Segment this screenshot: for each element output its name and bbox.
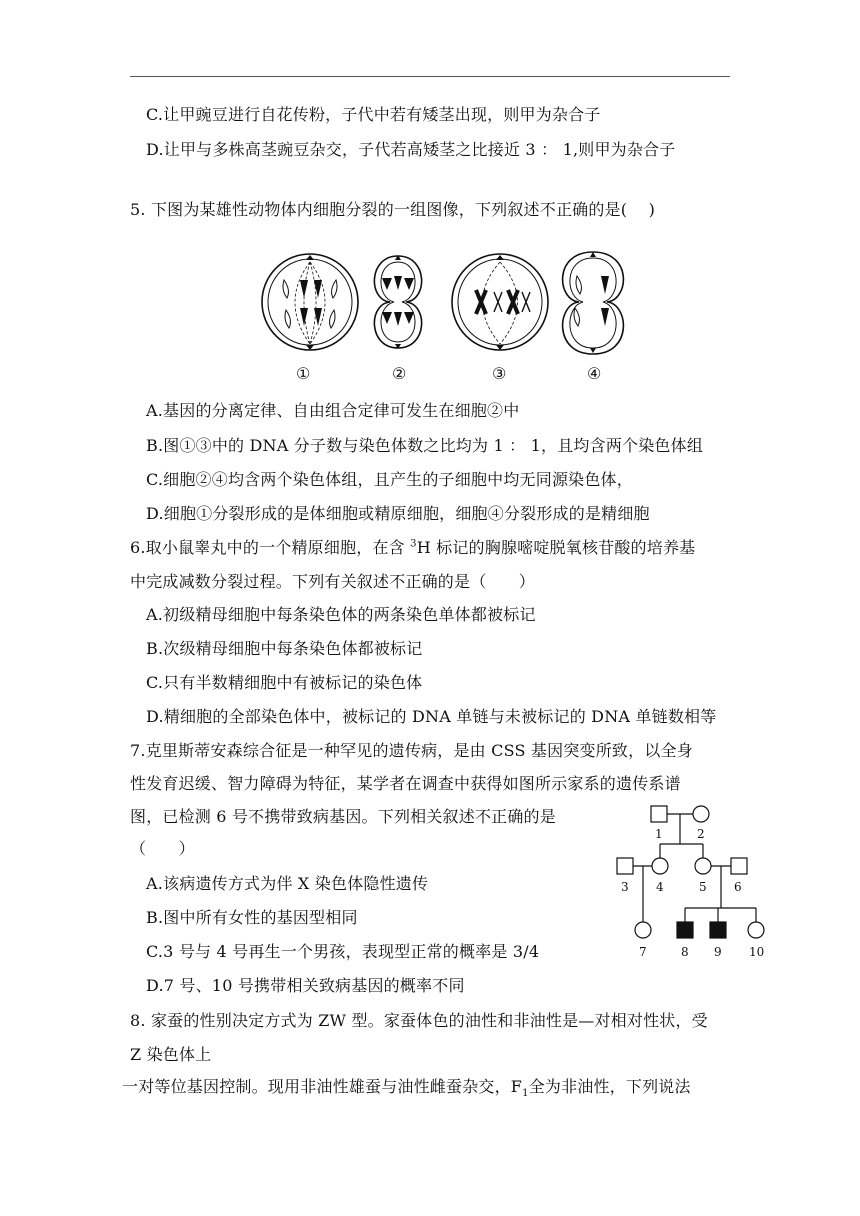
q6-option-b: B.次级精母细胞中每条染色体都被标记 [146, 639, 423, 658]
pedigree-svg [608, 800, 778, 960]
q7-option-a: A.该病遗传方式为伴 X 染色体隐性遗传 [146, 874, 429, 893]
cell-caption-3: ③ [492, 364, 507, 383]
q6-option-d: D.精细胞的全部染色体中，被标记的 DNA 单链与未被标记的 DNA 单链数相等 [146, 707, 717, 726]
q8-stem-line2: Z 染色体上 [130, 1045, 212, 1064]
cell-4 [563, 252, 624, 354]
q6-stem-line2: 中完成减数分裂过程。下列有关叙述不正确的是（ ） [130, 572, 536, 591]
q5-option-a: A.基因的分离定律、自由组合定律可发生在细胞②中 [146, 401, 520, 420]
q7-option-c: C.3 号与 4 号再生一个男孩，表现型正常的概率是 3/4 [146, 942, 540, 961]
pedigree-label-7: 7 [639, 945, 647, 959]
q5-option-b: B.图①③中的 DNA 分子数与染色体数之比均为 1 ： 1，且均含两个染色体组 [146, 436, 704, 455]
pedigree-chart [608, 800, 778, 960]
pedigree-label-8: 8 [681, 945, 689, 959]
pedigree-label-3: 3 [621, 880, 629, 894]
q7-option-b: B.图中所有女性的基因型相同 [146, 908, 358, 927]
pedigree-label-6: 6 [734, 880, 742, 894]
q4-option-c: C.让甲豌豆进行自花传粉，子代中若有矮茎出现，则甲为杂合子 [146, 105, 601, 124]
pedigree-label-4: 4 [656, 880, 664, 894]
pedigree-label-5: 5 [699, 880, 707, 894]
q7-stem-line1: 7.克里斯蒂安森综合征是一种罕见的遗传病，是由 CSS 基因突变所致，以全身 [130, 741, 693, 760]
q5-option-d: D.细胞①分裂形成的是体细胞或精原细胞，细胞④分裂形成的是精细胞 [146, 504, 650, 523]
q6-stem-line1: 6.取小鼠睾丸中的一个精原细胞，在含 $^3$H 标记的胸腺嘧啶脱氧核苷酸的培养基 [130, 538, 696, 557]
pedigree-label-9: 9 [714, 945, 722, 959]
q6-option-c: C.只有半数精细胞中有被标记的染色体 [146, 673, 423, 692]
q4-option-d: D.让甲与多株高茎豌豆杂交，子代若高矮茎之比接近 3 ： 1,则甲为杂合子 [146, 140, 676, 159]
q6-option-a: A.初级精母细胞中每条染色体的两条染色单体都被标记 [146, 605, 536, 624]
pedigree-label-10: 10 [749, 945, 765, 959]
cell-caption-4: ④ [587, 364, 602, 383]
header-rule [130, 76, 730, 77]
cell-caption-1: ① [296, 364, 311, 383]
cell-diagrams [250, 248, 640, 363]
pedigree-label-1: 1 [655, 827, 663, 841]
pedigree-label-2: 2 [697, 827, 705, 841]
cell-1 [262, 254, 358, 350]
cell-3 [452, 254, 548, 350]
cell-caption-2: ② [392, 364, 407, 383]
q5-option-c: C.细胞②④均含两个染色体组，且产生的子细胞中均无同源染色体， [146, 470, 633, 489]
cell-2 [374, 255, 421, 349]
q7-stem-line4: （ ） [130, 839, 195, 858]
q7-stem-line2: 性发育迟缓、智力障碍为特征，某学者在调查中获得如图所示家系的遗传系谱 [130, 774, 681, 793]
q8-stem-line3: 一对等位基因控制。现用非油性雄蚕与油性雌蚕杂交，$F_1$全为非油性，下列说法 [122, 1077, 691, 1100]
cell-division-figure [250, 248, 640, 388]
q7-option-d: D.7 号、10 号携带相关致病基因的概率不同 [146, 976, 465, 995]
q5-stem: 5. 下图为某雄性动物体内细胞分裂的一组图像，下列叙述不正确的是( ) [130, 200, 656, 219]
q8-stem-line1: 8. 家蚕的性别决定方式为 ZW 型。家蚕体色的油性和非油性是—对相对性状，受 [130, 1011, 708, 1030]
q7-stem-line3: 图，已检测 6 号不携带致病基因。下列相关叙述不正确的是 [130, 807, 556, 826]
